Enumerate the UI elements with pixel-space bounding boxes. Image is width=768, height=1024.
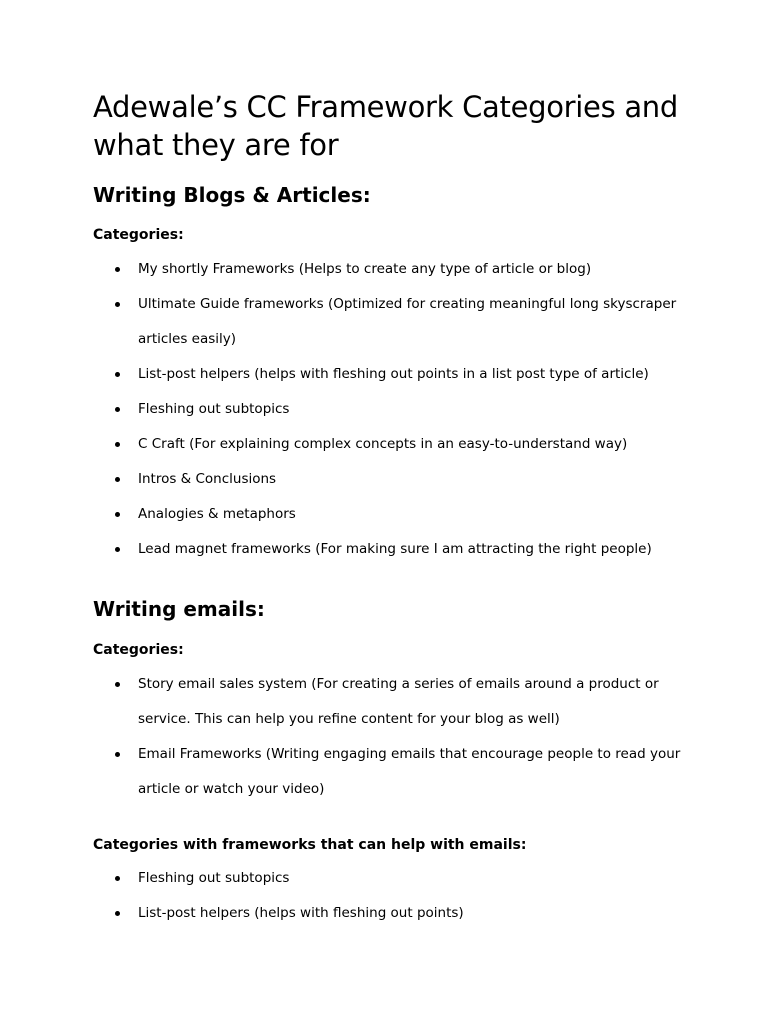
- blog-categories-list: [93, 261, 713, 576]
- email-frameworks-subheading: Categories with frameworks that can help with emails:: [93, 837, 527, 853]
- document-title: Adewale’s CC Framework Categories and what they are for: [93, 90, 678, 162]
- list-item: My shortly Frameworks (Helps to create any type of article or blog): [93, 252, 713, 287]
- email-categories-list: [93, 676, 713, 816]
- list-item: Ultimate Guide frameworks (Optimized for creating meaningful long skyscraper articles easily): [93, 287, 713, 357]
- list-item: Email Frameworks (Writing engaging emails that encourage people to read your article or watch your video): [93, 737, 713, 807]
- list-item: List-post helpers (helps with fleshing out points): [93, 896, 713, 931]
- list-item: Analogies & metaphors: [93, 497, 713, 532]
- list-item: List-post helpers (helps with fleshing out points in a list post type of article): [93, 357, 713, 392]
- list-item: Fleshing out subtopics: [93, 861, 713, 896]
- categories-subheading-emails: Categories:: [93, 642, 184, 658]
- list-item: C Craft (For explaining complex concepts in an easy-to-understand way): [93, 427, 713, 462]
- categories-subheading-blogs: Categories:: [93, 227, 184, 243]
- section-heading-blogs: Writing Blogs & Articles:: [93, 183, 371, 207]
- email-helper-categories-list: [93, 870, 713, 940]
- section-heading-emails: Writing emails:: [93, 597, 265, 621]
- list-item: Story email sales system (For creating a series of emails around a product or service. This can help you refine content for your blog as well): [93, 667, 713, 737]
- list-item: Lead magnet frameworks (For making sure I am attracting the right people): [93, 532, 713, 567]
- list-item: Intros & Conclusions: [93, 462, 713, 497]
- list-item: Fleshing out subtopics: [93, 392, 713, 427]
